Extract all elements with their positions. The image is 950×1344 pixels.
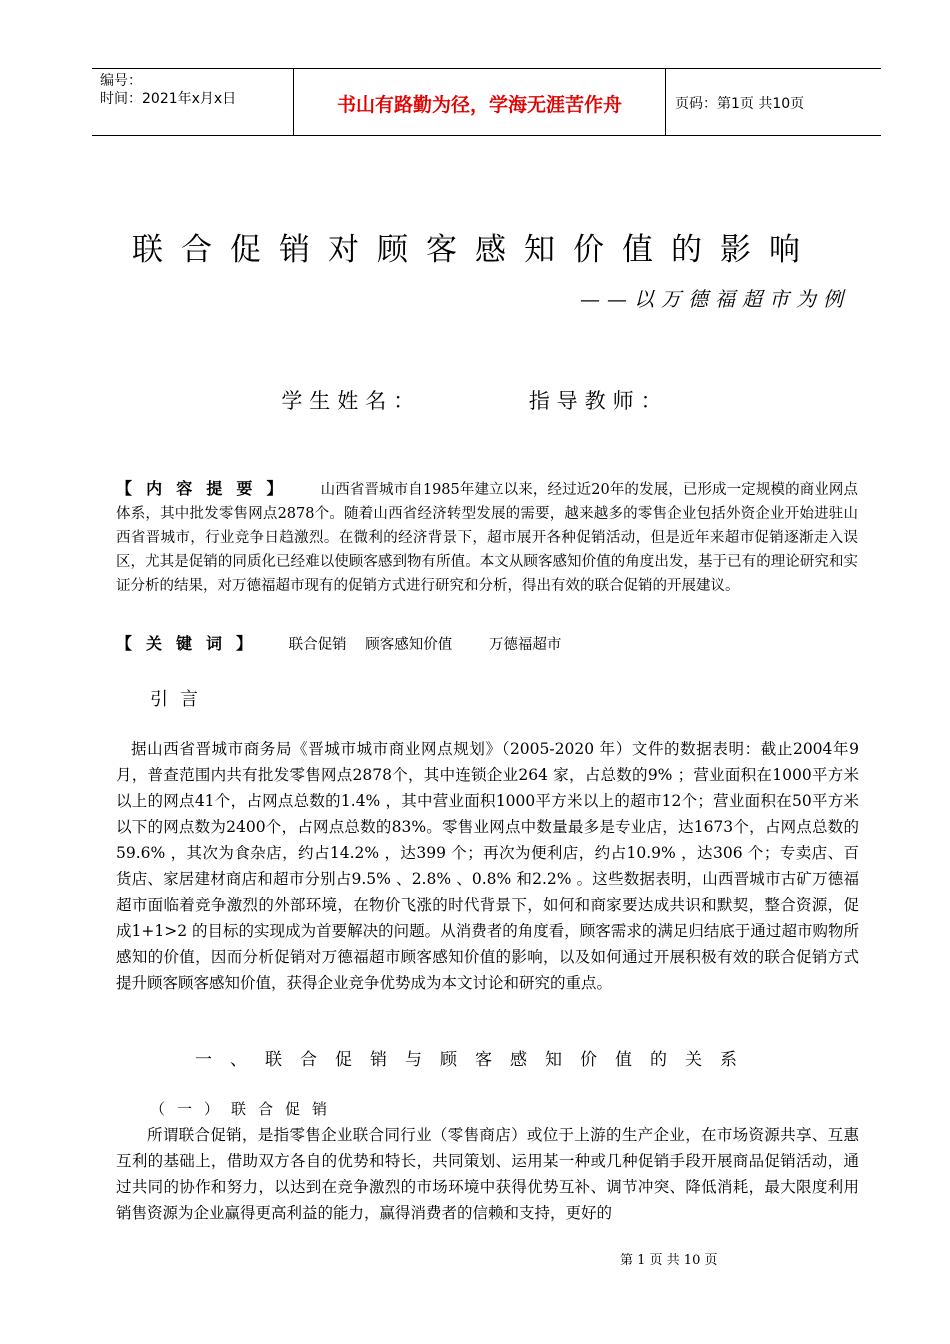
intro-heading: 引言 bbox=[150, 689, 210, 710]
document-title: 联合促销对顾客感知价值的影响 bbox=[132, 232, 818, 268]
keywords-tag: 【关键词】 bbox=[116, 634, 267, 653]
document-subtitle: ——以万德福超市为例 bbox=[580, 287, 850, 311]
header-divider-right bbox=[665, 68, 666, 136]
abstract-text: 山西省晋城市自1985年建立以来，经过近20年的发展，已形成一定规模的商业网点体系，其中批发零售网点2878个。随着山西省经济转型发展的需要，越来越多的零售企业包括外资企业开始进驻山西省晋城市，行业竞争日趋激烈。在微利的经济背景下，超市展开各种促销活动，但是近年来超市促销逐渐走入误区，尤其是促销的同质化已经难以使顾客感到物有所值。本文从顾客感知价值的角度出发，基于已有的理论研究和实证分析的结果，对万德福超市现有的促销方式进行研究和分析，得出有效的联合促销的开展建议。 bbox=[116, 482, 858, 594]
keywords-block bbox=[116, 632, 561, 657]
abstract-block bbox=[116, 477, 858, 598]
header-motto: 书山有路勤为径，学海无涯苦作舟 bbox=[336, 94, 622, 116]
keyword-item: 联合促销 bbox=[288, 637, 347, 653]
header-time-label: 时间：2021年x月x日 bbox=[100, 91, 237, 107]
header-page-label: 页码：第1页 共10页 bbox=[675, 96, 805, 112]
abstract-tag: 【内容提要】 bbox=[116, 479, 297, 498]
student-name-label: 学生姓名： bbox=[281, 389, 422, 413]
advisor-label: 指导教师： bbox=[528, 389, 669, 413]
section-paragraph: 所谓联合促销，是指零售企业联合同行业（零售商店）或位于上游的生产企业，在市场资源共享、互惠互利的基础上，借助双方各自的优势和特长，共同策划、运用某一种或几种促销手段开展商品促销活动，通过共同的协作和努力，以达到在竞争激烈的市场环境中获得优势互补、调节冲突、降低消耗，最大限度利用销售资源为企业赢得更高利益的能力，赢得消费者的信赖和支持，更好的 bbox=[116, 1126, 859, 1222]
header-bottom-rule bbox=[92, 135, 881, 136]
header-meta bbox=[100, 72, 236, 108]
section-heading: 一、联合促销与顾客感知价值的关系 bbox=[195, 1050, 755, 1070]
intro-paragraph: 据山西省晋城市商务局《晋城市城市商业网点规划》（2005-2020 年）文件的数据表明：截止2004年9 月，普查范围内共有批发零售网点2878个，其中连锁企业264 家，占总数的9% ；营业面积在1000平方米以上的网点41个，占网点总数的1.4% ，其中营业面积1000平方米以上的超市12个；营业面积在50平方米以下的网点数为2400个，占网点总数的83%。零售业网点中数量最多是专业店，达1673个，占网点总数的59.6% ，其次为食杂店，约占14.2% ，达399 个；再次为便利店，约占10.9% ，达306 个；专卖店、百货店、家居建材商店和超市分别占9.5% 、2.8% 、0.8% 和2.2% 。这些数据表明，山西晋城市古矿万德福超市面临着竞争激烈的外部环境，在物价飞涨的时代背景下，如何和商家要达成共识和默契，整合资源，促成1+1>2 的目标的实现成为首要解决的问题。从消费者的角度看，顾客需求的满足归结底于通过超市购物所感知的价值，因而分析促销对万德福超市顾客感知价值的影响，以及如何通过开展积极有效的联合促销方式提升顾客顾客感知价值，获得企业竞争优势成为本文讨论和研究的重点。 bbox=[116, 740, 859, 992]
header-code-label: 编号： bbox=[100, 73, 142, 89]
byline bbox=[0, 385, 950, 415]
keyword-item: 万德福超市 bbox=[488, 637, 562, 653]
page-footer: 第 1 页 共 10 页 bbox=[620, 1253, 718, 1268]
keyword-item: 顾客感知价值 bbox=[365, 637, 453, 653]
subsection-heading: （一）联合促销 bbox=[150, 1100, 340, 1118]
header-top-rule bbox=[92, 68, 881, 69]
